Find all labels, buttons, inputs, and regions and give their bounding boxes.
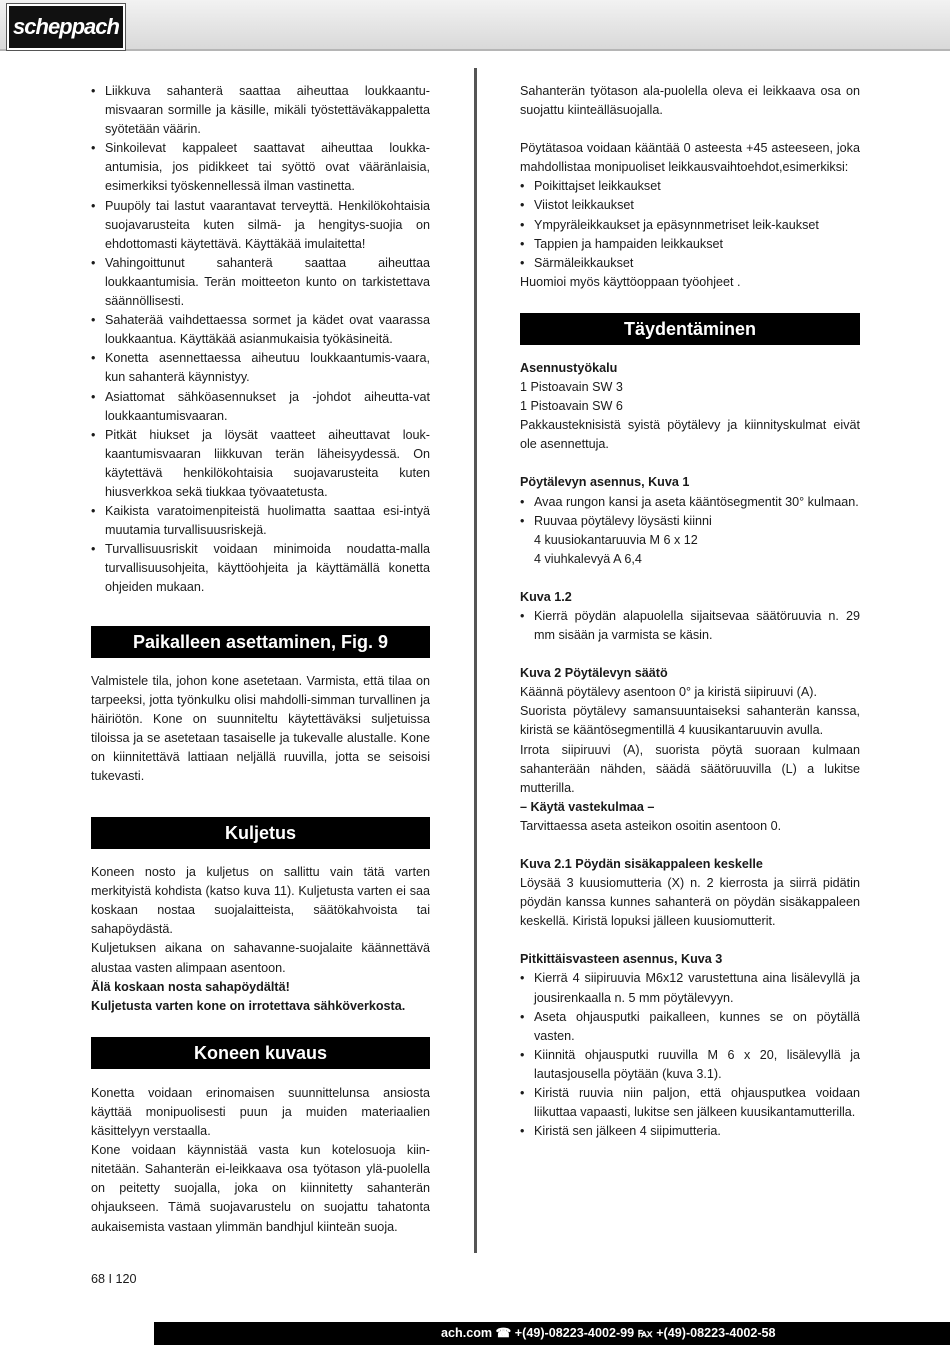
fence-mount-list bbox=[520, 969, 860, 1141]
right-column bbox=[520, 82, 860, 1141]
list-item: • Puupöly tai lastut vaarantavat terveyttä. Henkilökohtaisia suojavarusteita kuten silmä- ja hengitys-suojia on ehdottomasti käytettävä. Käyttäkää imulaitetta! bbox=[91, 197, 430, 254]
list-item: • Turvallisuusriskit voidaan minimoida noudatta-malla turvallisuusohjeita, käyttöohjeita ja käyttämällä konetta ohjeiden mukaan. bbox=[91, 540, 430, 597]
section-heading-assembly: Täydentäminen bbox=[520, 313, 860, 345]
list-item: • Poikittajset leikkaukset bbox=[520, 177, 860, 196]
list-item: • Ruuvaa pöytälevy löysästi kiinni bbox=[520, 512, 860, 531]
adjust-note: – Käytä vastekulmaa – bbox=[520, 799, 655, 814]
list-item: • Kiristä sen jälkeen 4 siipimutteria. bbox=[520, 1122, 860, 1141]
subsection-title: Kuva 1.2 bbox=[520, 589, 572, 604]
placement-text: Valmistele tila, johon kone asetetaan. Varmista, että tilaa on tarpeeksi, jotta työnkulku olisi mahdolli-simman turvallinen ja häiriötön. Kone on suunniteltu käytettäväksi suljetuissa tiloissa ja se asetetaan tasaiselle ja tukevalle alustalle. Kone on kiinnitettävä lattiaan neljällä ruuvilla, jotta se seisoisi tukevasti. bbox=[91, 673, 430, 783]
tool-item: 1 Pistoavain SW 3 bbox=[520, 380, 623, 395]
brand-logo: scheppach bbox=[7, 4, 125, 50]
insert-text: Löysää 3 kuusiomutteria (X) n. 2 kierrosta ja siirrä pidätin pöydän kanssa kunnes sahanterä on pöydän sisäkappaleen keskellä. Kiristä lopuksi jälleen kuusiomutterit. bbox=[520, 876, 860, 929]
subsection-title: Pitkittäisvasteen asennus, Kuva 3 bbox=[520, 952, 723, 967]
list-item: • Kierrä pöydän alapuolella sijaitsevaa säätöruuvia n. 29 mm sisään ja varmista se käsin. bbox=[520, 607, 860, 645]
list-item: • Asiattomat sähköasennukset ja -johdot aiheutta-vat loukkaantumisvaaran. bbox=[91, 388, 430, 426]
adjust-text: Käännä pöytälevy asentoon 0° ja kiristä siipiruuvi (A). bbox=[520, 685, 817, 700]
list-item: • Kiristä ruuvia niin paljon, että ohjausputkea voidaan liikuttaa vapaasti, lukitse sen jälkeen kuusikantamutterilla. bbox=[520, 1084, 860, 1122]
header-bar bbox=[0, 0, 950, 51]
guard-text: Sahanterän työtason ala-puolella oleva ei leikkaava osa on suojattu kiinteälläsuojalla. bbox=[520, 84, 860, 118]
section-heading-description: Koneen kuvaus bbox=[91, 1037, 430, 1069]
footer-contact: ach.com ☎ +(49)-08223-4002-99 ℻ +(49)-08223-4002-58 bbox=[441, 1326, 776, 1340]
list-item: • Sahaterää vaihdettaessa sormet ja kädet ovat vaarassa loukkaantua. Käyttäkää asianmukaisia työkäsineitä. bbox=[91, 311, 430, 349]
adjust-text: Irrota siipiruuvi (A), suorista pöytä suoraan kulmaan sahanterään nähden, säädä säätöruuvilla (L) a lukitse mutterilla. bbox=[520, 742, 860, 795]
transport-warning: Älä koskaan nosta sahapöydältä! bbox=[91, 979, 290, 994]
figure-1-2-list bbox=[520, 607, 860, 645]
description-text: Konetta voidaan erinomaisen suunnittelunsa ansiosta käyttää monipuolisesti puun ja muiden materiaalien käsittelyyn verstaalla. bbox=[91, 1085, 430, 1139]
safety-risk-list bbox=[91, 82, 430, 598]
list-item: • Ympyräleikkaukset ja epäsynnmetriset leik-kaukset bbox=[520, 216, 860, 235]
list-item: • Liikkuva sahanterä saattaa aiheuttaa loukkaantu-misvaaran sormille ja käsille, mikäli työstettäväkappaletta syötetään väärin. bbox=[91, 82, 430, 139]
list-item: • Avaa rungon kansi ja aseta kääntösegmentit 30° kulmaan. bbox=[520, 493, 860, 512]
list-item: • Vahingoittunut sahanterä saattaa aiheuttaa loukkaantumisia. Terän moitteeton kunto on tarkistettava säännöllisesti. bbox=[91, 254, 430, 311]
indented-item: 4 kuusiokantaruuvia M 6 x 12 bbox=[534, 532, 698, 547]
cut-types-list bbox=[520, 177, 860, 272]
column-divider bbox=[474, 68, 477, 1253]
indented-item: 4 viuhkalevyä A 6,4 bbox=[534, 551, 642, 566]
list-item: • Kiinnitä ohjausputki ruuvilla M 6 x 20, lisälevyllä ja lautasjousella pöytään (kuva 3.1). bbox=[520, 1046, 860, 1084]
list-item: • Pitkät hiukset ja löysät vaatteet aiheuttavat louk-kaantumisvaaran liikkuvan terän läheisyydessä. On käytettävä henkilökohtaisia suojavarusteita kuten hiusverkkoa sekä tiukkaa työvaatetusta. bbox=[91, 426, 430, 502]
adjust-text: Suorista pöytälevy samansuuntaiseksi sahanterän kanssa, kiristä se kääntösegmentillä 4 kuusikantaruuvin avulla. bbox=[520, 704, 860, 738]
packaging-text: Pakkausteknisistä syistä pöytälevy ja kiinnityskulmat eivät ole asennettuja. bbox=[520, 418, 860, 452]
list-item: • Aseta ohjausputki paikalleen, kunnes se on pöytällä vasten. bbox=[520, 1008, 860, 1046]
subsection-title: Pöytälevyn asennus, Kuva 1 bbox=[520, 475, 690, 490]
note-text: Huomioi myös käyttöoppaan työohjeet . bbox=[520, 274, 741, 289]
list-item: • Viistot leikkaukset bbox=[520, 196, 860, 215]
table-mount-list bbox=[520, 493, 860, 531]
transport-text: Kuljetuksen aikana on sahavanne-suojalaite käännettävä alustaa vasten alimpaan asentoon. bbox=[91, 941, 430, 975]
list-item: • Konetta asennettaessa aiheutuu loukkaantumis-vaara, kun sahanterä käynnistyy. bbox=[91, 349, 430, 387]
section-heading-placement: Paikalleen asettaminen, Fig. 9 bbox=[91, 626, 430, 658]
subsection-title: Kuva 2.1 Pöydän sisäkappaleen keskelle bbox=[520, 857, 763, 871]
subsection-title: Asennustyökalu bbox=[520, 360, 618, 375]
tilt-text: Pöytätasoa voidaan kääntää 0 asteesta +45 asteeseen, joka mahdollistaa monipuoliset leikkausvaihtoehdot,esimerkiksi: bbox=[520, 141, 860, 175]
left-column bbox=[91, 82, 430, 1237]
list-item: • Kierrä 4 siipiruuvia M6x12 varustettuna aina lisälevyllä ja jousirenkaalla n. 5 mm pöytälevyyn. bbox=[520, 969, 860, 1007]
section-heading-transport: Kuljetus bbox=[91, 817, 430, 849]
transport-warning: Kuljetusta varten kone on irrotettava sähköverkosta. bbox=[91, 998, 406, 1013]
adjust-text: Tarvittaessa aseta asteikon osoitin asentoon 0. bbox=[520, 818, 782, 833]
page-number: 68 I 120 bbox=[91, 1272, 137, 1286]
list-item: • Sinkoilevat kappaleet saattavat aiheuttaa loukka-antumisia, jos pidikkeet tai syöttö ovat vääränlaisia, esimerkiksi työskennellessä ilman vastinetta. bbox=[91, 139, 430, 196]
description-text: Kone voidaan käynnistää vasta kun kotelosuoja kiin-nitetään. Sahanterän ei-leikkaava osa työtason ylä-puolella on peitetty suojalla, joka on kiinnitetty sahanterän ohjaukseen. Tämä suojavarustelu on suojattu tahatonta aukaisemista vastaan ylimmän bandhjul kiinteän suoja. bbox=[91, 1143, 430, 1234]
list-item: • Kaikista varatoimenpiteistä huolimatta saattaa esi-intyä muutamia turvallisuusriskejä. bbox=[91, 502, 430, 540]
list-item: • Tappien ja hampaiden leikkaukset bbox=[520, 235, 860, 254]
tool-item: 1 Pistoavain SW 6 bbox=[520, 399, 623, 414]
footer-bar bbox=[0, 1322, 950, 1345]
transport-text: Koneen nosto ja kuljetus on sallittu vain tätä varten merkityistä kohdista (katso kuva 11). Kuljetusta varten ei saa koskaan nostaa suojalaitteista, säätökahvoista tai sahapöydästä. bbox=[91, 865, 430, 937]
subsection-title: Kuva 2 Pöytälevyn säätö bbox=[520, 666, 668, 681]
list-item: • Särmäleikkaukset bbox=[520, 254, 860, 273]
